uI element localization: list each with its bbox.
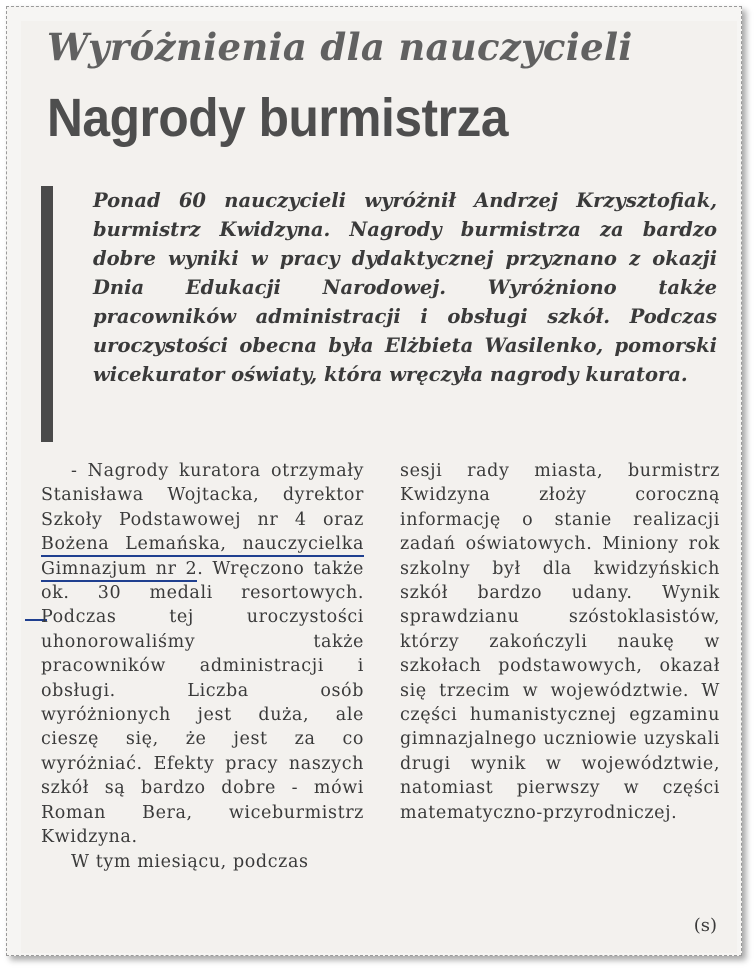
left-paragraph-2: W tym miesiącu, podczas xyxy=(71,851,309,872)
author-signature: (s) xyxy=(693,915,717,936)
left-column xyxy=(41,459,364,874)
right-paragraph-1: sesji rady miasta, burmistrz Kwidzyna złoży coroczną informację o stanie realizacji zadań oświatowych. Miniony rok szkolny był dla kwidzyńskich szkół bardzo udany. Wynik sprawdzianu szóstoklasistów, którzy zakończyli naukę w szkołach podstawowych, okazał się trzecim w województwie. W części humanistycznej egzaminu gimnazjalnego uczniowie uzyskali drugi wynik w województwie, natomiast pierwszy w części matematyczno-przyrodniczej. xyxy=(400,461,720,823)
right-column xyxy=(400,459,720,825)
underlined-name: Bożena Lemańska, nauczycielka Gimnazjum nr 2 xyxy=(41,534,364,581)
lead-paragraph: Ponad 60 nauczycieli wyróżnił Andrzej Krzysztofiak, burmistrz Kwidzyna. Nagrody burmistrza za bardzo dobre wyniki w pracy dydaktycznej przyznano z okazji Dnia Edukacji Narodowej. Wyróżniono także pracowników administracji i obsługi szkół. Podczas uroczystości obecna była Elżbieta Wasilenko, pomorski wicekurator oświaty, która wręczyła nagrody kuratora. xyxy=(93,189,717,386)
kicker: Wyróżnienia dla nauczycieli xyxy=(47,25,633,69)
newspaper-clipping xyxy=(21,21,737,953)
left-text-b: . Wręczono także ok. 30 medali resortowych. Podczas tej uroczystości uhonorowaliśmy także pracowników administracji i obsługi. Liczba osób wyróżnionych jest duża, ale cieszę się, że jest za co wyróżniać. Efekty pracy naszych szkół są bardzo dobre - mówi Roman Bera, wiceburmistrz Kwidzyna. xyxy=(41,558,364,848)
clipping-frame xyxy=(6,6,742,956)
lead-bar xyxy=(41,186,53,442)
headline: Nagrody burmistrza xyxy=(47,88,509,148)
left-paragraph-1 xyxy=(41,459,364,850)
left-text-a: - Nagrody kuratora otrzymały Stanisława Wojtacka, dyrektor Szkoły Podstawowej nr 4 oraz xyxy=(41,461,364,530)
